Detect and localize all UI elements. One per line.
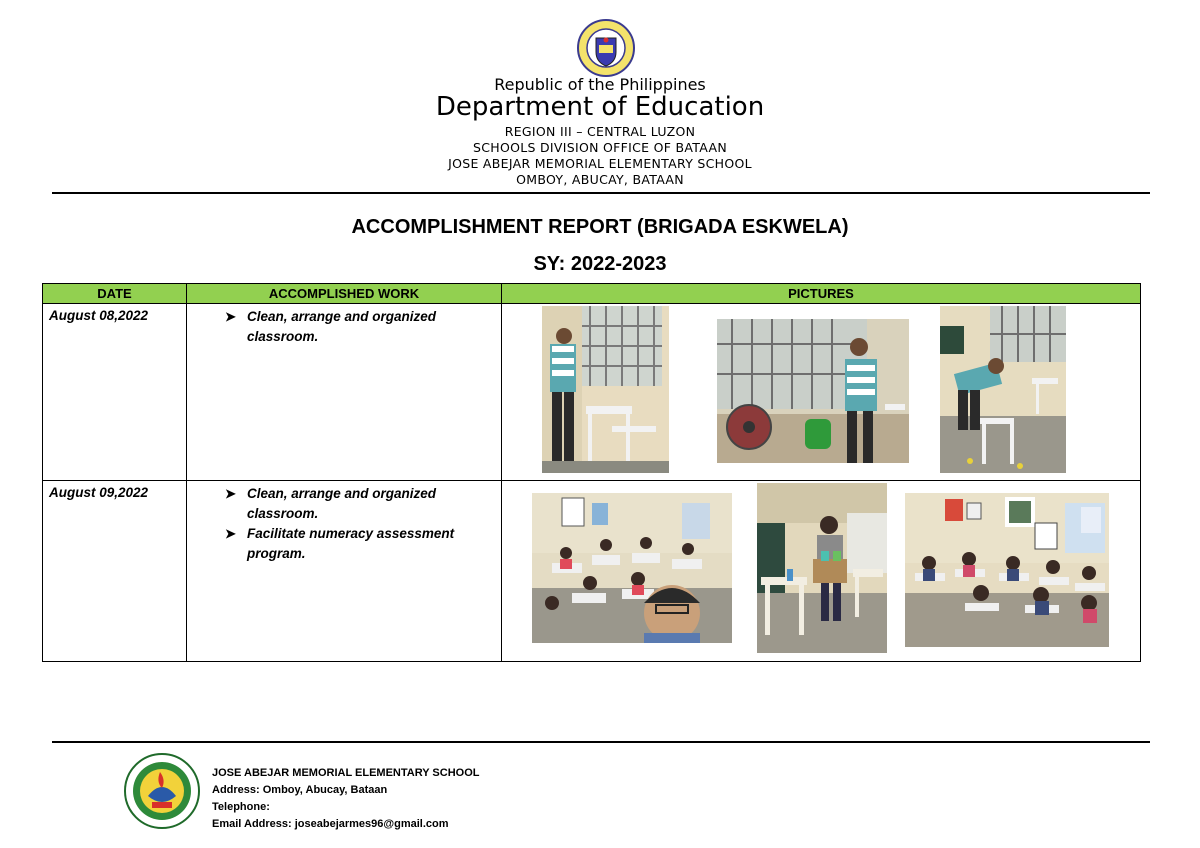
row-work	[187, 304, 502, 481]
work-item-text: Clean, arrange and organized classroom.	[247, 486, 437, 521]
date-column-header: DATE	[43, 284, 187, 304]
report-title: ACCOMPLISHMENT REPORT (BRIGADA ESKWELA)	[351, 216, 849, 238]
work-item-text: Facilitate numeracy assessment program.	[247, 526, 455, 561]
students-assessment-selfie-photo	[532, 493, 732, 643]
table-row	[43, 481, 1141, 662]
work-item	[225, 524, 495, 564]
classroom-chair-arranging-photo	[940, 306, 1066, 473]
republic-heading: Republic of the Philippines	[494, 75, 706, 94]
row-work	[187, 481, 502, 662]
row-date: August 08,2022	[43, 304, 187, 481]
row-pictures	[502, 481, 1141, 662]
work-item-text: Clean, arrange and organized classroom.	[247, 309, 437, 344]
region-line: REGION III – CENTRAL LUZON	[504, 124, 696, 139]
row-pictures	[502, 304, 1141, 481]
deped-seal-logo	[572, 18, 640, 78]
arrow-bullet-icon: ➤	[225, 526, 236, 541]
accomplishment-table	[42, 283, 1141, 662]
classroom-window-cleaning-photo	[542, 306, 669, 473]
work-item	[225, 307, 495, 347]
footer-school-name: JOSE ABEJAR MEMORIAL ELEMENTARY SCHOOL	[212, 767, 480, 779]
footer-contact	[212, 765, 480, 833]
header-divider	[52, 192, 1150, 194]
row-date: August 09,2022	[43, 481, 187, 662]
school-logo	[122, 752, 202, 830]
department-heading: Department of Education	[435, 92, 765, 122]
footer-address: Address: Omboy, Abucay, Bataan	[212, 784, 388, 796]
footer-divider	[52, 741, 1150, 743]
school-year: SY: 2022-2023	[533, 253, 667, 275]
pictures-column-header: PICTURES	[502, 284, 1141, 304]
classroom-window-fan-photo	[717, 319, 909, 463]
table-header-row	[43, 284, 1141, 304]
work-column-header: ACCOMPLISHED WORK	[187, 284, 502, 304]
arrow-bullet-icon: ➤	[225, 486, 236, 501]
work-item	[225, 484, 495, 524]
table-row	[43, 304, 1141, 481]
school-line: JOSE ABEJAR MEMORIAL ELEMENTARY SCHOOL	[448, 156, 752, 171]
address-line: OMBOY, ABUCAY, BATAAN	[516, 172, 684, 187]
students-writing-classroom-photo	[905, 493, 1109, 647]
arrow-bullet-icon: ➤	[225, 309, 236, 324]
footer-email: Email Address: joseabejarmes96@gmail.com	[212, 818, 449, 830]
teacher-carrying-box-photo	[757, 483, 887, 653]
office-lines	[0, 124, 1200, 188]
footer-telephone: Telephone:	[212, 801, 270, 813]
division-line: SCHOOLS DIVISION OFFICE OF BATAAN	[473, 140, 727, 155]
